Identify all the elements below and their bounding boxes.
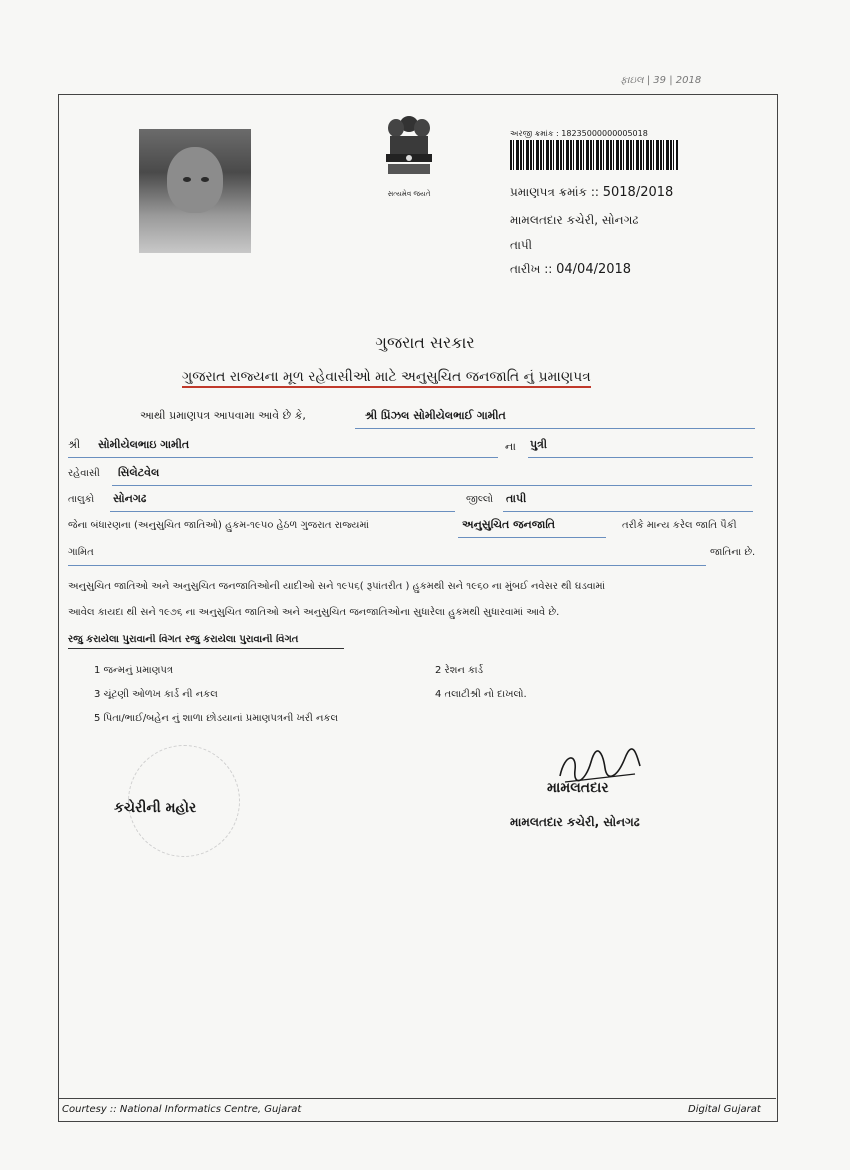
recognized-text: તરીકે માન્ય કરેલ જાતિ પૈકી	[622, 520, 737, 531]
issue-date: 04/04/2018	[556, 262, 632, 277]
relation: પુત્રી	[530, 438, 548, 451]
district-label: જીલ્લો	[466, 494, 494, 505]
footer-divider	[58, 1098, 776, 1099]
relation-prefix: ના	[505, 440, 516, 453]
taluka-underline	[110, 511, 455, 512]
holder-name: શ્રી પ્રિંઝલ સોમીયેલભાઈ ગામીત	[365, 409, 506, 422]
document-item: 1 જન્મનું પ્રમાણપત્ર	[94, 665, 174, 676]
applicant-photo	[139, 129, 251, 253]
category-underline	[458, 537, 606, 538]
office-stamp-label: કચેરીની મહોર	[114, 800, 197, 816]
father-prefix: શ્રી	[68, 438, 81, 451]
taluka-value: સોનગઢ	[113, 492, 147, 505]
photo-eye-left	[183, 177, 191, 182]
photo-eye-right	[201, 177, 209, 182]
barcode	[510, 140, 678, 170]
resident-label: રહેવાસી	[68, 468, 100, 479]
signatory-title: મામલતદાર	[547, 780, 609, 796]
taluka-label: તાલુકો	[68, 494, 95, 505]
certificate-title: ગુજરાત રાજ્યના મૂળ રહેવાસીઓ માટે અનુસુચિત જનજાતિ નું પ્રમાણપત્ર	[182, 369, 591, 388]
handwritten-file-note: ફાઇલ | 39 | 2018	[620, 75, 702, 86]
relation-underline	[528, 457, 753, 458]
evidence-heading: રજુ કરાયેલા પુરાવાની વિગત રજુ કરાયેલા પુરાવાની વિગત	[68, 634, 344, 649]
document-item: 4 તલાટીશ્રી નો દાખલો.	[435, 689, 527, 700]
district-value: તાપી	[506, 492, 527, 505]
certificate-number-label: પ્રમાણપત્ર ક્રમાંક ::	[510, 185, 599, 199]
certificate-number-row	[510, 185, 673, 200]
father-underline	[68, 457, 498, 458]
issue-date-label: તારીખ ::	[510, 262, 553, 276]
document-item: 5 પિતા/ભાઈ/બહેન નું શાળા છોડયાનાં પ્રમાણપત્રની ખરી નકલ	[94, 713, 339, 724]
caste-underline	[68, 565, 706, 566]
resident-village: સિલેટવેલ	[118, 466, 160, 479]
photo-face	[167, 147, 223, 213]
emblem-caption: સત્યમેવ જયતે	[387, 190, 431, 198]
caste-value: ગામિત	[68, 547, 94, 558]
issuing-office: મામલતદાર કચેરી, સોનગઢ	[510, 213, 639, 227]
category-value: અનુસુચિત જનજાતિ	[462, 518, 556, 531]
father-name: સોમીયેલભાઇ ગામીત	[98, 438, 190, 451]
caste-suffix: જાતિના છે.	[710, 547, 756, 558]
intro-text: આથી પ્રમાણપત્ર આપવામા આવે છે કે,	[140, 409, 306, 422]
document-item: 3 ચૂંટણી ઓળખ કાર્ડ ની નકલ	[94, 689, 218, 700]
district-underline	[503, 511, 753, 512]
certificate-number: 5018/2018	[602, 185, 674, 200]
order-text: જેના બંધારણના (અનુસુચિત જાતિઓ) હુકમ-૧૯૫૦ હેઠળ ગુજરાત રાજ્યમાં	[68, 520, 369, 531]
resident-underline	[112, 485, 752, 486]
holder-underline	[355, 428, 755, 429]
law-paragraph-line1: અનુસુચિત જાતિઓ અને અનુસુચિત જનજાતિઓની યાદીઓ સને ૧૯૫૬( રૂપાંતરીત ) હુકમથી સને ૧૯૬૦ ના મુંબઈ નવેસર થી ઘડવામાં	[68, 581, 606, 592]
national-emblem-icon	[378, 112, 440, 196]
law-paragraph-line2: આવેલ કાયદા થી સને ૧૯૭૬ ના અનુસુચિત જાતિઓ અને અનુસુચિત જનજાતિઓના સુધારેલા હુકમથી સુધારવામાં આવે છે.	[68, 607, 560, 618]
signatory-office: મામલતદાર કચેરી, સોનગઢ	[510, 815, 640, 829]
document-item: 2 રેશન કાર્ડ	[435, 665, 484, 676]
issue-date-row	[510, 262, 631, 277]
application-number: અરજી ક્રમાંક : 18235000000005018	[510, 129, 648, 138]
issuing-district: તાપી	[510, 238, 533, 252]
footer-brand: Digital Gujarat	[688, 1104, 761, 1115]
government-title: ગુજરાત સરકાર	[375, 333, 475, 352]
footer-courtesy: Courtesy :: National Informatics Centre, Gujarat	[62, 1104, 302, 1115]
